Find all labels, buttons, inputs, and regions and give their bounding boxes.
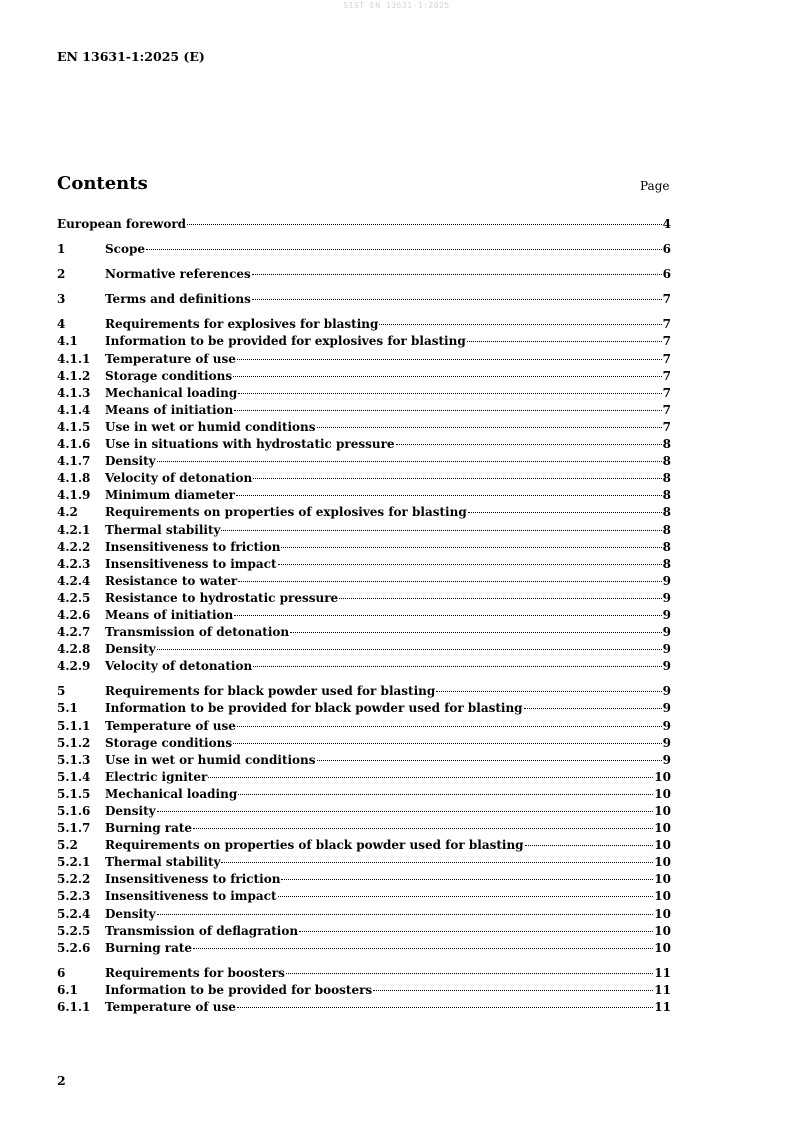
toc-entry-title: Insensitiveness to impact — [105, 889, 277, 904]
toc-entry-title: Temperature of use — [105, 351, 236, 366]
toc-dot-leader — [468, 512, 662, 513]
toc-entry-title: Minimum diameter — [105, 488, 235, 503]
toc-entry-page: 9 — [662, 625, 671, 640]
toc-entry-title: Transmission of detonation — [105, 625, 290, 640]
toc-entry-page: 7 — [662, 317, 671, 332]
toc-dot-leader — [157, 914, 654, 915]
toc-entry[interactable] — [57, 385, 671, 402]
toc-entry-number: 6 — [57, 965, 66, 980]
toc-dot-leader — [525, 845, 654, 846]
toc-dot-leader — [238, 794, 653, 795]
toc-entry-number: 5.2.6 — [57, 940, 91, 955]
toc-entry-number: 4.2.5 — [57, 590, 91, 605]
toc-dot-leader — [187, 224, 662, 225]
toc-dot-leader — [253, 478, 661, 479]
toc-entry[interactable] — [57, 700, 671, 717]
toc-dot-leader — [157, 649, 662, 650]
toc-entry-page: 7 — [662, 368, 671, 383]
toc-dot-leader — [467, 341, 662, 342]
toc-entry-title: Use in situations with hydrostatic pressure — [105, 437, 395, 452]
toc-entry-title: Requirements for explosives for blasting — [105, 317, 379, 332]
toc-dot-leader — [233, 743, 662, 744]
toc-entry-title: Requirements for black powder used for blasting — [105, 684, 436, 699]
toc-entry[interactable] — [57, 683, 671, 700]
toc-entry-page: 7 — [662, 292, 671, 307]
toc-entry-title: Normative references — [105, 267, 251, 282]
toc-entry-page: 10 — [654, 940, 671, 955]
toc-entry-page: 9 — [662, 642, 671, 657]
toc-entry-title: Temperature of use — [105, 718, 236, 733]
toc-dot-leader — [396, 444, 662, 445]
toc-entry-page: 9 — [662, 659, 671, 674]
toc-entry-number: 5.1.3 — [57, 752, 91, 767]
toc-entry-page: 10 — [654, 786, 671, 801]
toc-entry-title: Density — [105, 642, 156, 657]
toc-entry-page: 8 — [662, 454, 671, 469]
toc-entry-title: Terms and definitions — [105, 292, 251, 307]
toc-entry-number: 2 — [57, 267, 66, 282]
toc-entry-number: 4.1.7 — [57, 454, 91, 469]
toc-entry-page: 4 — [662, 217, 671, 231]
toc-entry-title: Insensitiveness to friction — [105, 539, 281, 554]
toc-dot-leader — [281, 879, 653, 880]
toc-entry-title: Resistance to water — [105, 573, 238, 588]
toc-entry-title: Resistance to hydrostatic pressure — [105, 590, 339, 605]
toc-entry-page: 8 — [662, 437, 671, 452]
page-number: 2 — [57, 1073, 66, 1088]
toc-entry-number: 4.1 — [57, 334, 78, 349]
toc-entry-title: Storage conditions — [105, 368, 233, 383]
toc-dot-leader — [234, 410, 661, 411]
toc-entry-page: 10 — [654, 872, 671, 887]
toc-dot-leader — [193, 948, 653, 949]
toc-dot-leader — [286, 973, 653, 974]
toc-entry[interactable] — [57, 590, 671, 607]
toc-entry-title: Mechanical loading — [105, 385, 238, 400]
toc-entry-title: Requirements for boosters — [105, 965, 285, 980]
toc-entry-page: 10 — [654, 906, 671, 921]
watermark: SIST EN 13631-1:2025 — [343, 1, 450, 10]
toc-dot-leader — [299, 931, 653, 932]
toc-entry-title: Mechanical loading — [105, 786, 238, 801]
toc-entry-number: 4.2.9 — [57, 659, 91, 674]
toc-entry-number: 5.2.4 — [57, 906, 91, 921]
toc-dot-leader — [373, 990, 653, 991]
document-id: EN 13631-1:2025 (E) — [57, 49, 205, 64]
toc-entry-page: 8 — [662, 522, 671, 537]
toc-entry-page: 8 — [662, 556, 671, 571]
toc-entry-page: 8 — [662, 539, 671, 554]
toc-entry[interactable] — [57, 837, 671, 854]
toc-entry[interactable] — [57, 607, 671, 624]
toc-dot-leader — [221, 530, 661, 531]
toc-entry-title: Temperature of use — [105, 1000, 236, 1015]
toc-entry[interactable] — [57, 641, 671, 658]
toc-entry[interactable] — [57, 368, 671, 385]
toc-dot-leader — [281, 547, 661, 548]
toc-entry-title: Insensitiveness to impact — [105, 556, 277, 571]
toc-entry-number: 4.2.7 — [57, 625, 91, 640]
toc-entry-number: 4.1.5 — [57, 419, 91, 434]
toc-entry-number: 4.2.6 — [57, 607, 91, 622]
toc-entry-number: 4.1.1 — [57, 351, 91, 366]
toc-entry[interactable] — [57, 556, 671, 573]
toc-entry-page: 7 — [662, 402, 671, 417]
toc-entry[interactable] — [57, 539, 671, 556]
contents-heading: Contents — [57, 173, 148, 194]
toc-entry[interactable] — [57, 216, 671, 233]
toc-entry[interactable] — [57, 982, 671, 999]
toc-entry-title: Density — [105, 454, 156, 469]
toc-entry-number: 4.2.4 — [57, 573, 91, 588]
toc-entry[interactable] — [57, 923, 671, 940]
toc-dot-leader — [524, 708, 662, 709]
toc-entry[interactable] — [57, 291, 671, 308]
toc-entry[interactable] — [57, 402, 671, 419]
toc-entry-number: 4.2 — [57, 505, 78, 520]
toc-entry-title: Scope — [105, 242, 146, 257]
toc-entry[interactable] — [57, 769, 671, 786]
toc-entry[interactable] — [57, 453, 671, 470]
toc-dot-leader — [317, 760, 662, 761]
toc-entry-title: Use in wet or humid conditions — [105, 419, 316, 434]
toc-entry-title: Means of initiation — [105, 402, 234, 417]
toc-dot-leader — [278, 896, 654, 897]
toc-dot-leader — [193, 828, 653, 829]
toc-entry-page: 6 — [662, 242, 671, 257]
toc-entry-page: 8 — [662, 471, 671, 486]
toc-dot-leader — [252, 299, 662, 300]
toc-entry-page: 9 — [662, 718, 671, 733]
toc-entry[interactable] — [57, 624, 671, 641]
toc-entry-number: 5.1.1 — [57, 718, 91, 733]
toc-entry-page: 11 — [654, 1000, 671, 1015]
toc-entry-page: 8 — [662, 488, 671, 503]
toc-dot-leader — [208, 777, 653, 778]
toc-entry-title: Thermal stability — [105, 855, 221, 870]
toc-entry-page: 7 — [662, 334, 671, 349]
toc-dot-leader — [238, 581, 661, 582]
toc-entry-title: Density — [105, 804, 156, 818]
toc-entry[interactable] — [57, 786, 671, 803]
toc-entry-number: 6.1.1 — [57, 1000, 91, 1015]
toc-entry-page: 10 — [654, 855, 671, 870]
toc-entry-title: Burning rate — [105, 821, 193, 836]
toc-entry-page: 7 — [662, 419, 671, 434]
toc-entry-title: Information to be provided for black powder used for blasting — [105, 701, 523, 716]
toc-entry-number: 4.1.3 — [57, 385, 91, 400]
toc-entry-number: 5.1.2 — [57, 735, 91, 750]
toc-entry-number: 5.1.6 — [57, 804, 91, 818]
toc-entry-page: 8 — [662, 505, 671, 520]
toc-entry-number: 1 — [57, 242, 66, 257]
toc-entry-number: 5 — [57, 684, 66, 699]
toc-entry-page: 9 — [662, 735, 671, 750]
toc-entry-page: 9 — [662, 752, 671, 767]
toc-entry-title: Burning rate — [105, 940, 193, 955]
toc-dot-leader — [317, 427, 662, 428]
toc-dot-leader — [157, 811, 654, 812]
toc-entry-title: Thermal stability — [105, 522, 221, 537]
table-of-contents — [57, 216, 671, 1016]
toc-entry-number: 5.2.5 — [57, 923, 91, 938]
toc-entry-page: 9 — [662, 573, 671, 588]
toc-entry[interactable] — [57, 854, 671, 871]
toc-dot-leader — [157, 461, 662, 462]
toc-entry-title: Transmission of deflagration — [105, 923, 299, 938]
toc-dot-leader — [237, 726, 662, 727]
toc-entry[interactable] — [57, 333, 671, 350]
toc-dot-leader — [290, 632, 662, 633]
toc-entry-number: 4.1.4 — [57, 402, 91, 417]
toc-entry-title: Velocity of detonation — [105, 659, 253, 674]
toc-entry-page: 10 — [654, 923, 671, 938]
page-column-label: Page — [640, 179, 670, 193]
toc-entry-page: 7 — [662, 351, 671, 366]
toc-entry[interactable] — [57, 504, 671, 521]
toc-entry-number: 4.1.2 — [57, 368, 91, 383]
toc-dot-leader — [238, 393, 661, 394]
toc-entry-number: 5.2.2 — [57, 872, 91, 887]
toc-entry-title: European foreword — [57, 217, 187, 231]
toc-entry-number: 4.1.9 — [57, 488, 91, 503]
toc-entry[interactable] — [57, 241, 671, 258]
toc-dot-leader — [252, 274, 662, 275]
toc-entry[interactable] — [57, 752, 671, 769]
toc-entry-number: 4.1.6 — [57, 437, 91, 452]
toc-dot-leader — [237, 1007, 653, 1008]
toc-entry[interactable] — [57, 316, 671, 333]
toc-dot-leader — [379, 324, 661, 325]
toc-dot-leader — [253, 666, 661, 667]
toc-entry[interactable] — [57, 940, 671, 957]
toc-entry[interactable] — [57, 735, 671, 752]
toc-entry-page: 9 — [662, 590, 671, 605]
toc-dot-leader — [221, 862, 653, 863]
toc-entry-title: Use in wet or humid conditions — [105, 752, 316, 767]
toc-entry[interactable] — [57, 351, 671, 368]
toc-entry[interactable] — [57, 419, 671, 436]
toc-dot-leader — [234, 615, 661, 616]
toc-entry-page: 9 — [662, 701, 671, 716]
toc-entry[interactable] — [57, 266, 671, 283]
toc-entry-page: 10 — [654, 838, 671, 853]
toc-entry-title: Means of initiation — [105, 607, 234, 622]
toc-dot-leader — [339, 598, 661, 599]
toc-entry[interactable] — [57, 436, 671, 453]
toc-entry-title: Requirements on properties of explosives for blasting — [105, 505, 467, 520]
toc-entry-page: 11 — [654, 982, 671, 997]
toc-entry[interactable] — [57, 965, 671, 982]
toc-entry-title: Insensitiveness to friction — [105, 872, 281, 887]
toc-entry[interactable] — [57, 487, 671, 504]
toc-entry[interactable] — [57, 999, 671, 1016]
toc-entry[interactable] — [57, 718, 671, 735]
toc-entry[interactable] — [57, 803, 671, 820]
toc-entry-number: 5.1 — [57, 701, 78, 716]
toc-entry[interactable] — [57, 906, 671, 923]
toc-entry-title: Requirements on properties of black powder used for blasting — [105, 838, 524, 853]
toc-entry-number: 5.2 — [57, 838, 78, 853]
toc-entry-page: 10 — [654, 804, 671, 818]
toc-entry-page: 10 — [654, 889, 671, 904]
toc-entry[interactable] — [57, 820, 671, 837]
toc-entry[interactable] — [57, 573, 671, 590]
toc-dot-leader — [233, 376, 662, 377]
toc-entry-page: 10 — [654, 821, 671, 836]
toc-entry-number: 4 — [57, 317, 66, 332]
toc-entry-page: 10 — [654, 769, 671, 784]
toc-entry-number: 5.1.7 — [57, 821, 91, 836]
toc-entry-title: Velocity of detonation — [105, 471, 253, 486]
toc-entry-title: Information to be provided for boosters — [105, 982, 373, 997]
toc-entry-page: 11 — [654, 965, 671, 980]
toc-entry-page: 7 — [662, 385, 671, 400]
toc-entry-number: 4.1.8 — [57, 471, 91, 486]
toc-entry-title: Storage conditions — [105, 735, 233, 750]
toc-entry-title: Density — [105, 906, 156, 921]
toc-entry[interactable] — [57, 658, 671, 675]
toc-entry-title: Electric igniter — [105, 769, 208, 784]
toc-dot-leader — [236, 495, 662, 496]
toc-entry-number: 4.2.8 — [57, 642, 91, 657]
toc-dot-leader — [278, 564, 662, 565]
toc-dot-leader — [237, 359, 662, 360]
toc-entry-page: 9 — [662, 684, 671, 699]
toc-entry-number: 4.2.3 — [57, 556, 91, 571]
toc-dot-leader — [436, 691, 661, 692]
toc-entry-page: 6 — [662, 267, 671, 282]
toc-entry-number: 4.2.1 — [57, 522, 91, 537]
toc-entry[interactable] — [57, 871, 671, 888]
toc-entry-title: Information to be provided for explosives for blasting — [105, 334, 466, 349]
toc-entry-number: 4.2.2 — [57, 539, 91, 554]
toc-entry-number: 3 — [57, 292, 66, 307]
toc-entry[interactable] — [57, 888, 671, 905]
toc-dot-leader — [146, 249, 662, 250]
toc-entry-number: 5.2.3 — [57, 889, 91, 904]
toc-entry[interactable] — [57, 470, 671, 487]
toc-entry-page: 9 — [662, 607, 671, 622]
toc-entry-number: 6.1 — [57, 982, 78, 997]
toc-entry[interactable] — [57, 522, 671, 539]
toc-entry-number: 5.1.4 — [57, 769, 91, 784]
toc-entry-number: 5.2.1 — [57, 855, 91, 870]
toc-entry-number: 5.1.5 — [57, 786, 91, 801]
